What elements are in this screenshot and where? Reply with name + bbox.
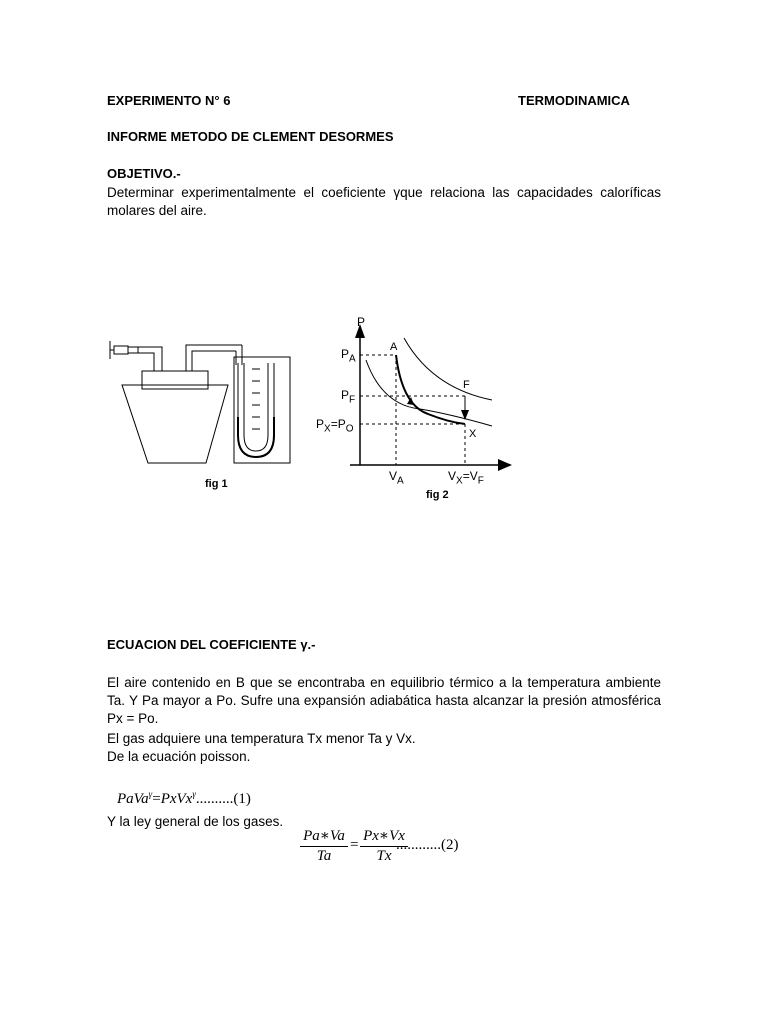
point-a-label: A [390, 341, 398, 353]
eq2-right-denominator: Tx [376, 848, 392, 864]
pf-label: $P_F$ [341, 388, 356, 406]
point-f-label: F [463, 379, 470, 391]
experiment-number: EXPERIMENTO N° 6 [107, 93, 231, 108]
subject-title: TERMODINAMICA [518, 93, 630, 108]
vx-label: $V_X=V_F$ [448, 469, 484, 487]
paragraph-poisson: De la ecuación poisson. [107, 749, 251, 764]
point-x-label: X [469, 428, 477, 440]
paragraph-expansion: El aire contenido en B que se encontraba en equilibrio térmico a la temperatura ambiente Ta. Y Pa mayor a Po. Sufre una expansión adiabática hasta alcanzar la presión atmosférica Px = Po. [107, 675, 661, 726]
fig2-caption: fig 2 [426, 489, 449, 501]
paragraph-temperature: El gas adquiere una temperatura Tx menor Ta y Vx. [107, 731, 416, 746]
pa-label: $P_A$ [341, 347, 356, 365]
objective-text: Determinar experimentalmente el coeficiente γque relaciona las capacidades caloríficas molares del aire. [107, 185, 661, 218]
objective-heading: OBJETIVO.- [107, 166, 181, 181]
p-axis-label: P [357, 315, 366, 329]
equation-1: PaVa$^\gamma$=PxVx$^\gamma$..........(1) [117, 789, 251, 807]
eq2-left-denominator: Ta [316, 848, 332, 864]
equation-heading: ECUACION DEL COEFICIENTE γ.- [107, 637, 316, 652]
eq2-equals: = [350, 837, 359, 853]
eq2-number: ............(2) [396, 837, 459, 853]
eq2-left-numerator: Pa∗Va [303, 828, 345, 844]
fig1-caption: fig 1 [205, 478, 228, 490]
va-label: $V_A$ [389, 469, 404, 487]
equation-2 [300, 826, 490, 870]
eq2-right-numerator: Px∗Vx [363, 828, 405, 844]
fig1-apparatus-drawing [100, 335, 300, 475]
paragraph-gas-law: Y la ley general de los gases. [107, 814, 284, 829]
px-label: $P_X=P_O$ [316, 417, 354, 435]
report-title: INFORME METODO DE CLEMENT DESORMES [107, 129, 394, 144]
